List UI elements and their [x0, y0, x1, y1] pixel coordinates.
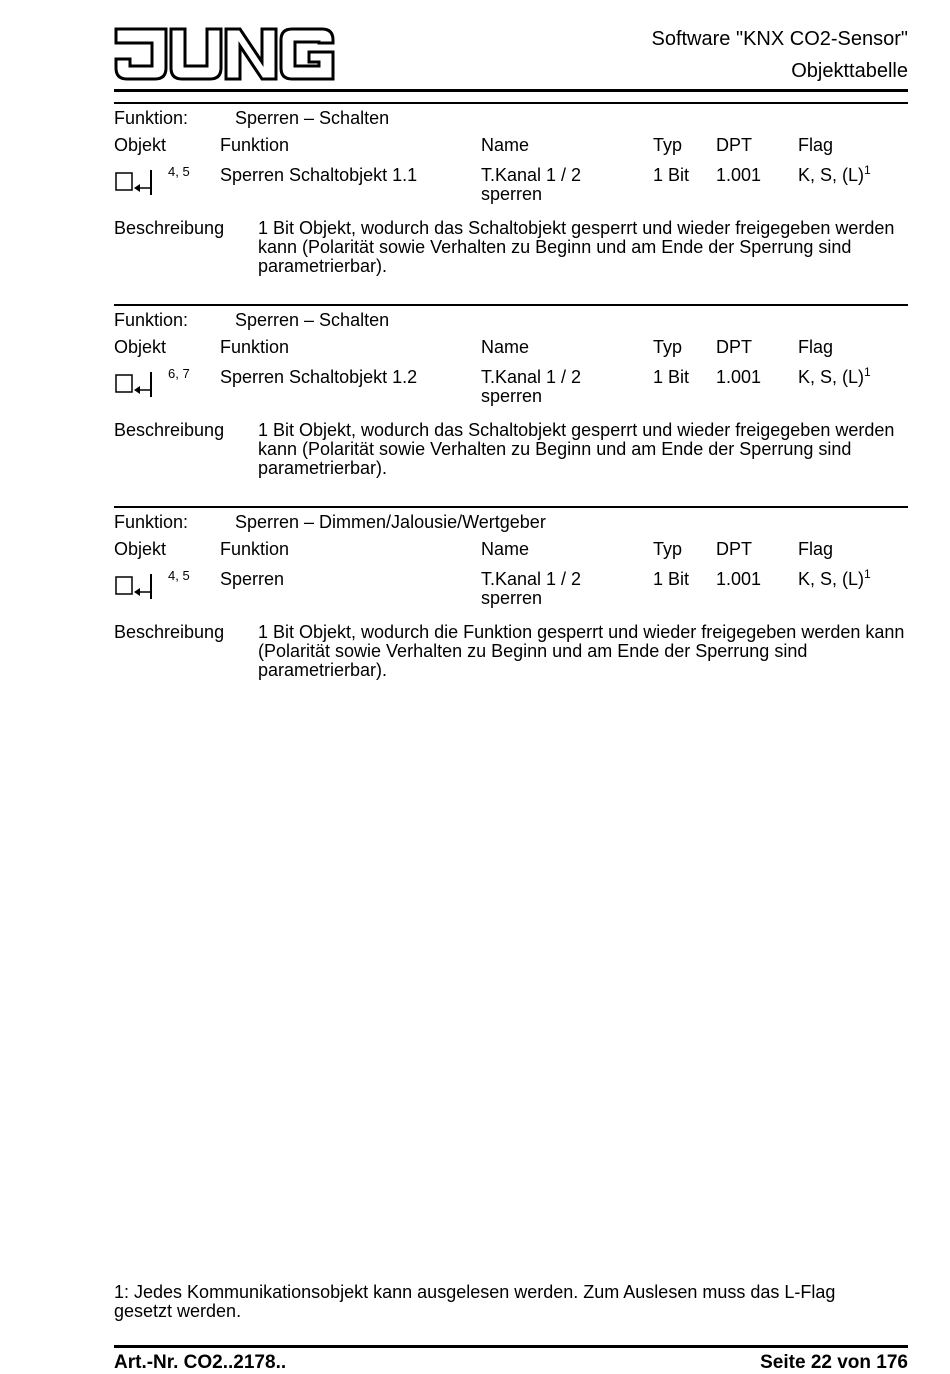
beschreibung-label: Beschreibung — [114, 218, 225, 238]
col-dpt: DPT — [716, 135, 752, 155]
col-dpt: DPT — [716, 539, 752, 559]
function-title: Sperren – Schalten — [235, 310, 390, 330]
object-input-icon — [114, 168, 156, 198]
article-number: Art.-Nr. CO2..2178.. — [114, 1352, 287, 1373]
object-name-line2: sperren — [481, 588, 543, 608]
col-funktion: Funktion — [220, 135, 290, 155]
object-description: 1 Bit Objekt, wodurch die Funktion gesperrt und wieder freigegeben werden kann (Polarität sowie Verhalten zu Beginn und am Ende der Sperrung sind parametrierbar). — [258, 622, 905, 680]
funktion-label: Funktion: — [114, 512, 189, 532]
block-rule — [114, 102, 908, 104]
page-number: Seite 22 von 176 — [760, 1352, 908, 1373]
object-flag — [798, 165, 871, 186]
object-block — [0, 102, 950, 292]
funktion-label: Funktion: — [114, 108, 189, 128]
object-block — [0, 506, 950, 696]
object-type: 1 Bit — [653, 165, 690, 185]
col-typ: Typ — [653, 135, 683, 155]
object-numbers: 4, 5 — [168, 568, 190, 583]
object-block — [0, 304, 950, 494]
col-name: Name — [481, 337, 530, 357]
col-objekt: Objekt — [114, 539, 167, 559]
function-title: Sperren – Dimmen/Jalousie/Wertgeber — [235, 512, 546, 532]
flag-value: K, S, (L) — [798, 165, 865, 185]
footnote: 1: Jedes Kommunikationsobjekt kann ausgelesen werden. Zum Auslesen muss das L-Flag gesetzt werden. — [114, 1282, 836, 1321]
object-dpt: 1.001 — [716, 569, 762, 589]
col-flag: Flag — [798, 539, 834, 559]
flag-footnote-ref: 1 — [864, 163, 871, 177]
flag-footnote-ref: 1 — [864, 567, 871, 581]
funktion-label: Funktion: — [114, 310, 189, 330]
col-name: Name — [481, 539, 530, 559]
col-objekt: Objekt — [114, 135, 167, 155]
object-type: 1 Bit — [653, 367, 690, 387]
object-description: 1 Bit Objekt, wodurch das Schaltobjekt gesperrt und wieder freigegeben werden kann (Polarität sowie Verhalten zu Beginn und am Ende der Sperrung sind parametrierbar). — [258, 218, 895, 276]
object-dpt: 1.001 — [716, 367, 762, 387]
object-function: Sperren — [220, 569, 285, 589]
object-name-line1: T.Kanal 1 / 2 — [481, 367, 582, 387]
col-name: Name — [481, 135, 530, 155]
function-title: Sperren – Schalten — [235, 108, 390, 128]
object-function: Sperren Schaltobjekt 1.2 — [220, 367, 418, 387]
footer-rule — [114, 1345, 908, 1348]
object-name-line2: sperren — [481, 184, 543, 204]
col-dpt: DPT — [716, 337, 752, 357]
col-flag: Flag — [798, 337, 834, 357]
object-name-line1: T.Kanal 1 / 2 — [481, 165, 582, 185]
object-numbers: 4, 5 — [168, 164, 190, 179]
flag-value: K, S, (L) — [798, 569, 865, 589]
flag-value: K, S, (L) — [798, 367, 865, 387]
header-rule — [114, 89, 908, 92]
jung-logo — [114, 26, 336, 82]
beschreibung-label: Beschreibung — [114, 420, 225, 440]
object-input-icon — [114, 572, 156, 602]
col-objekt: Objekt — [114, 337, 167, 357]
object-input-icon — [114, 370, 156, 400]
section-title: Objekttabelle — [791, 60, 908, 82]
col-typ: Typ — [653, 337, 683, 357]
object-dpt: 1.001 — [716, 165, 762, 185]
col-funktion: Funktion — [220, 337, 290, 357]
block-rule — [114, 506, 908, 508]
document-title: Software "KNX CO2-Sensor" — [651, 28, 908, 50]
flag-footnote-ref: 1 — [864, 365, 871, 379]
object-name-line2: sperren — [481, 386, 543, 406]
block-rule — [114, 304, 908, 306]
object-flag — [798, 569, 871, 590]
object-function: Sperren Schaltobjekt 1.1 — [220, 165, 418, 185]
object-type: 1 Bit — [653, 569, 690, 589]
col-flag: Flag — [798, 135, 834, 155]
object-description: 1 Bit Objekt, wodurch das Schaltobjekt gesperrt und wieder freigegeben werden kann (Polarität sowie Verhalten zu Beginn und am Ende der Sperrung sind parametrierbar). — [258, 420, 895, 478]
object-numbers: 6, 7 — [168, 366, 190, 381]
col-typ: Typ — [653, 539, 683, 559]
col-funktion: Funktion — [220, 539, 290, 559]
object-flag — [798, 367, 871, 388]
object-name-line1: T.Kanal 1 / 2 — [481, 569, 582, 589]
beschreibung-label: Beschreibung — [114, 622, 225, 642]
